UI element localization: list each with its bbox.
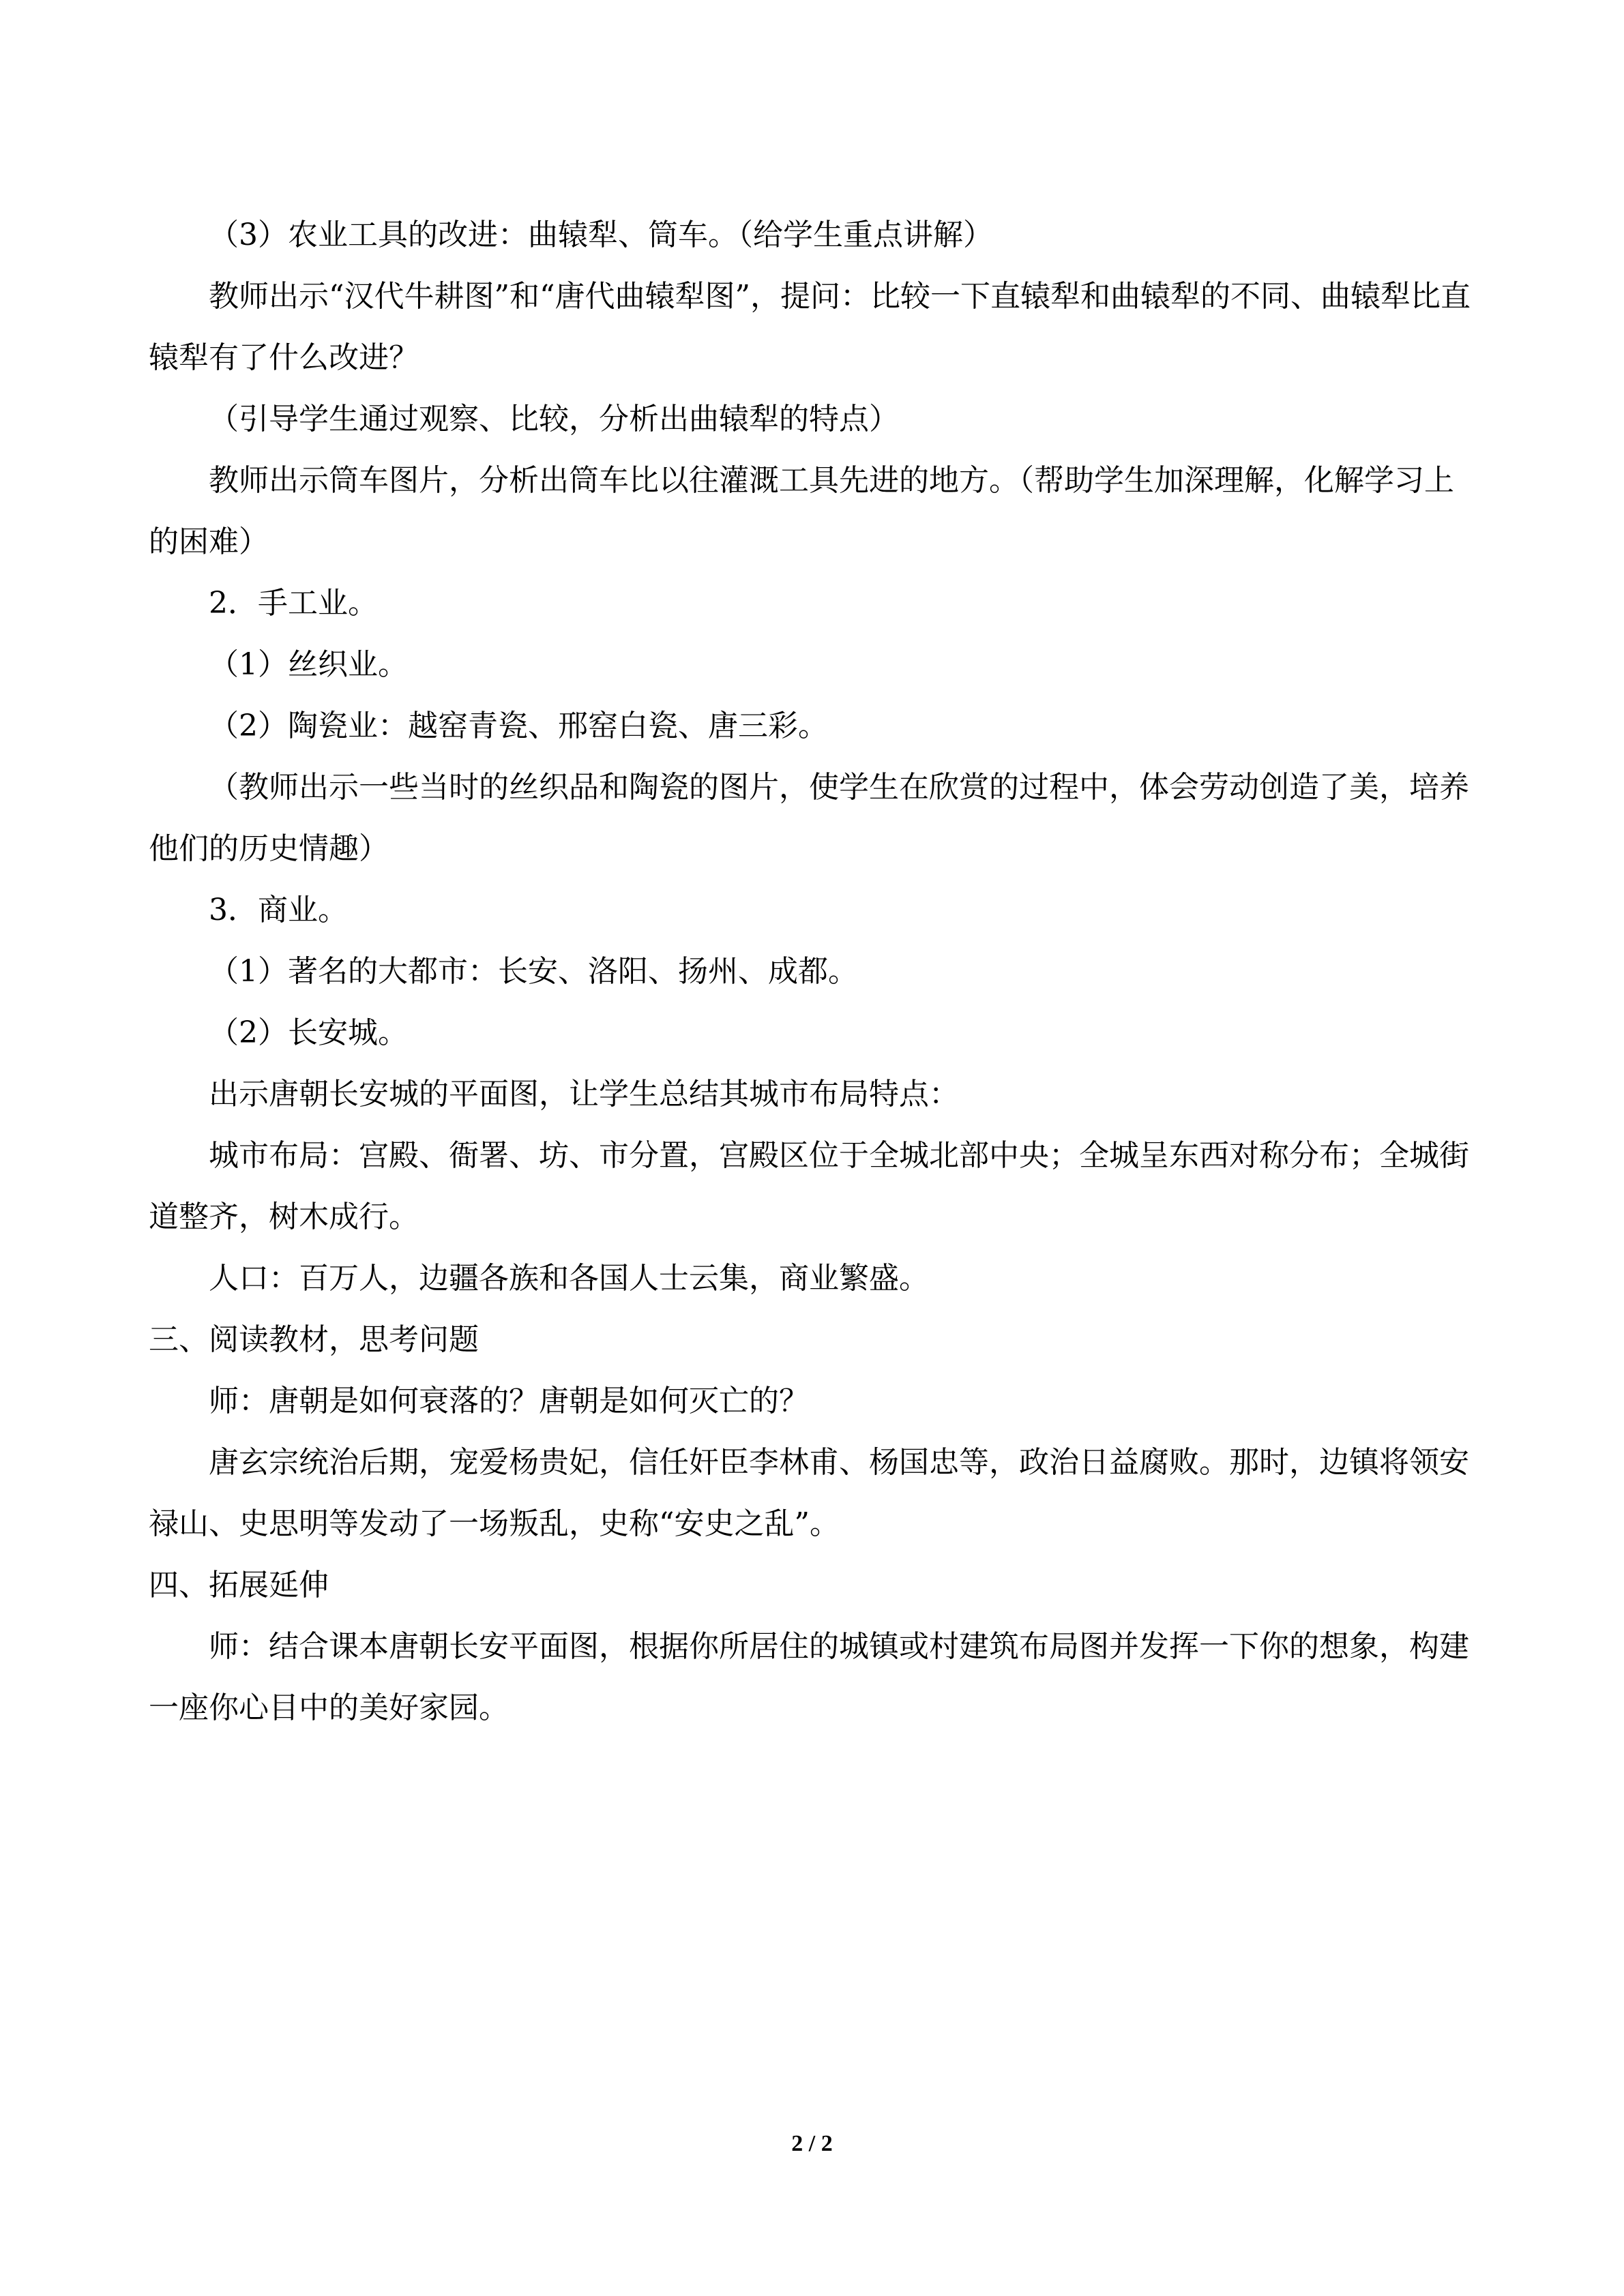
paragraph-teacher-question-plow: 教师出示“汉代牛耕图”和“唐代曲辕犁图”，提问：比较一下直辕犁和曲辕犁的不同、曲辕犁比直辕犁有了什么改进？ [149,279,1471,375]
paragraph-show-images: （教师出示一些当时的丝织品和陶瓷的图片，使学生在欣赏的过程中，体会劳动创造了美，培养他们的历史情趣） [149,770,1469,866]
paragraph-anshi-rebellion: 唐玄宗统治后期，宠爱杨贵妃，信任奸臣李林甫、杨国忠等，政治日益腐败。那时，边镇将领安禄山、史思明等发动了一场叛乱，史称“安史之乱”。 [149,1445,1469,1541]
item-cities: （1）著名的大都市：长安、洛阳、扬州、成都。 [209,954,858,989]
paragraph-waterwheel: 教师出示筒车图片，分析出筒车比以往灌溉工具先进的地方。（帮助学生加深理解，化解学习上的困难） [149,463,1454,559]
section-heading-extension: 四、拓展延伸 [149,1568,329,1602]
heading-commerce: 3．商业。 [209,893,348,927]
paragraph-guide-students: （引导学生通过观察、比较，分析出曲辕犁的特点） [209,402,899,436]
item-silk: （1）丝织业。 [209,647,408,682]
paragraph-extension-task: 师：结合课本唐朝长安平面图，根据你所居住的城镇或村建筑布局图并发挥一下你的想象，构建一座你心目中的美好家园。 [149,1629,1469,1725]
item-ceramics: （2）陶瓷业：越窑青瓷、邢窑白瓷、唐三彩。 [209,709,828,743]
document-body [149,205,1475,1739]
item-changan: （2）长安城。 [209,1015,408,1050]
paragraph-city-layout: 城市布局：宫殿、衙署、坊、市分置，宫殿区位于全城北部中央；全城呈东西对称分布；全城街道整齐，树木成行。 [149,1138,1469,1234]
paragraph-population: 人口：百万人，边疆各族和各国人士云集，商业繁盛。 [209,1261,929,1296]
page-number: 2 / 2 [791,2131,833,2156]
section-heading-reading: 三、阅读教材，思考问题 [149,1322,479,1357]
paragraph-farm-tools: （3）农业工具的改进：曲辕犁、筒车。（给学生重点讲解） [209,218,993,252]
paragraph-teacher-decline-question: 师：唐朝是如何衰落的？唐朝是如何灭亡的？ [209,1384,809,1418]
heading-handicraft: 2．手工业。 [209,586,378,621]
paragraph-changan-map: 出示唐朝长安城的平面图，让学生总结其城市布局特点： [209,1077,959,1112]
